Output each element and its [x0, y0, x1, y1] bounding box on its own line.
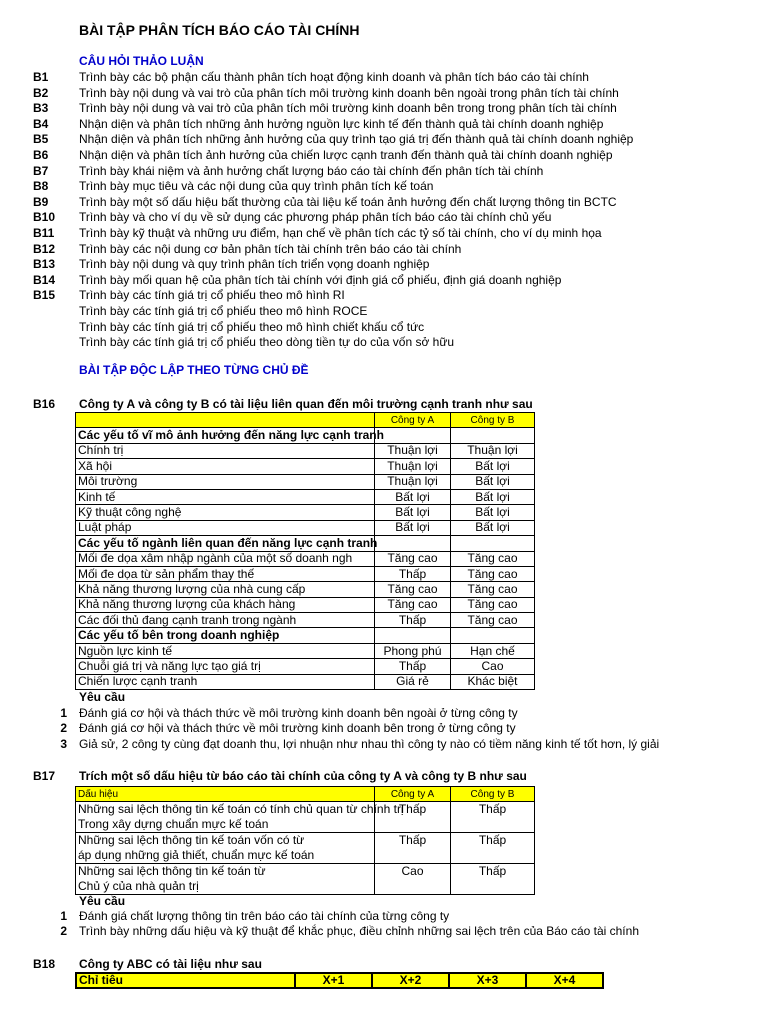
b17-table-row	[76, 802, 535, 817]
question-code: B6	[33, 147, 49, 162]
question-text: Trình bày nội dung và vai trò của phân tích môi trường kinh doanh bên ngoài trong phân tích tài chính	[79, 85, 619, 100]
b16-table-row	[76, 582, 535, 597]
b18-heading	[33, 957, 262, 971]
question-code: B3	[33, 101, 49, 116]
b17-table-row-continued	[76, 817, 535, 832]
question-row	[33, 70, 753, 86]
question-code: B13	[33, 257, 56, 272]
b16-company-b-value: Tăng cao	[451, 582, 535, 597]
b16-company-b-value: Bất lợi	[451, 489, 535, 504]
b17-task-list	[33, 909, 753, 940]
discussion-heading: CÂU HỎI THẢO LUẬN	[79, 54, 204, 68]
b16-header-row	[76, 413, 535, 428]
b17-sign-line2: Trong xây dựng chuẩn mực kế toán	[76, 817, 375, 832]
b16-factor-label: Xã hội	[76, 459, 375, 474]
b16-task-text: Giả sử, 2 công ty cùng đạt doanh thu, lợi nhuận như nhau thì công ty nào có tiềm năng kinh tế tốt hơn, lý giải	[79, 736, 660, 751]
b16-table-row	[76, 613, 535, 628]
question-row	[33, 273, 753, 289]
question-row	[33, 242, 753, 258]
b16-table-row	[76, 551, 535, 566]
b17-sign-line2: Chủ ý của nhà quản trị	[76, 879, 375, 894]
b16-company-a-value: Thuận lợi	[375, 443, 451, 458]
b16-company-b-value: Tăng cao	[451, 566, 535, 581]
b17-task-number: 1	[60, 909, 67, 923]
b16-company-a-value: Thuận lợi	[375, 474, 451, 489]
b16-factor-label: Các yếu tố bên trong doanh nghiệp	[76, 628, 375, 643]
question-text: Nhận diện và phân tích những ảnh hưởng của quy trình tạo giá trị đến thành quả tài chính doanh nghiệp	[79, 132, 634, 147]
b16-table-row	[76, 489, 535, 504]
b17-table-row-continued	[76, 879, 535, 894]
question-text: Trình bày các tính giá trị cổ phiếu theo mô hình RI	[79, 288, 345, 303]
b17-table-row	[76, 833, 535, 848]
b17-heading-text: Trích một số dấu hiệu từ báo cáo tài chính của công ty A và công ty B như sau	[79, 769, 527, 783]
page-title: BÀI TẬP PHÂN TÍCH BÁO CÁO TÀI CHÍNH	[79, 22, 360, 38]
question-text: Trình bày nội dung và quy trình phân tích triển vọng doanh nghiệp	[79, 257, 430, 272]
b17-task-text: Đánh giá chất lượng thông tin trên báo cáo tài chính của từng công ty	[79, 909, 450, 923]
b17-code: B17	[33, 769, 56, 783]
b17-empty-cell	[451, 817, 535, 832]
b16-heading-text: Công ty A và công ty B có tài liệu liên quan đến môi trường cạnh tranh như sau	[79, 397, 533, 411]
b16-heading	[33, 397, 533, 411]
b16-task-number: 2	[60, 721, 67, 736]
b16-table-row	[76, 459, 535, 474]
question-row	[33, 179, 753, 195]
question-code: B10	[33, 210, 56, 225]
b16-company-b-value: Tăng cao	[451, 597, 535, 612]
question-code: B7	[33, 163, 49, 178]
b16-header-col-b: Công ty B	[451, 413, 535, 428]
b16-company-a-value: Tăng cao	[375, 582, 451, 597]
question-text: Trình bày các nội dung cơ bản phân tích tài chính trên báo cáo tài chính	[79, 241, 462, 256]
question-text: Trình bày mục tiêu và các nội dung của quy trình phân tích kế toán	[79, 179, 434, 194]
question-code	[33, 320, 79, 336]
b16-table-row	[76, 597, 535, 612]
b17-table-row	[76, 863, 535, 878]
question-code: B8	[33, 179, 49, 194]
b16-factor-label: Chính trị	[76, 443, 375, 458]
b16-task-row	[33, 706, 753, 721]
question-text: Nhận diện và phân tích ảnh hưởng của chiến lược cạnh tranh đến thành quả tài chính doanh nghiệp	[79, 147, 613, 162]
b16-factor-label: Khả năng thương lượng của nhà cung cấp	[76, 582, 375, 597]
question-list	[33, 70, 753, 351]
b17-company-b-value: Thấp	[451, 802, 535, 817]
b17-task-row	[33, 924, 753, 939]
b16-factor-label: Mối đe dọa xâm nhập ngành của một số doanh ngh	[76, 551, 375, 566]
question-text: Trình bày các tính giá trị cổ phiếu theo mô hình ROCE	[79, 303, 368, 318]
b16-table	[75, 412, 535, 690]
b18-header-col: X+1	[295, 973, 372, 988]
b17-empty-cell	[451, 848, 535, 863]
question-text: Nhận diện và phân tích những ảnh hưởng nguồn lực kinh tế đến thành quả tài chính doanh nghiệp	[79, 116, 604, 131]
b16-table-row	[76, 443, 535, 458]
b16-company-a-value	[375, 536, 451, 551]
question-text: Trình bày các tính giá trị cổ phiếu theo dòng tiền tự do của vốn sở hữu	[79, 335, 455, 350]
b17-company-b-value: Thấp	[451, 863, 535, 878]
b16-company-b-value: Bất lợi	[451, 505, 535, 520]
b17-task-text: Trình bày những dấu hiệu và kỹ thuật để khắc phục, điều chỉnh những sai lệch trên của Báo cáo tài chính	[79, 924, 639, 939]
question-code: B2	[33, 85, 49, 100]
b16-task-row	[33, 721, 753, 736]
question-row	[33, 304, 753, 320]
question-row	[33, 210, 753, 226]
b17-empty-cell	[375, 848, 451, 863]
question-code: B11	[33, 225, 55, 240]
question-row	[33, 288, 753, 304]
b16-factor-label: Các đối thủ đang cạnh tranh trong ngành	[76, 613, 375, 628]
b17-sign-line1: Những sai lệch thông tin kế toán từ	[76, 863, 375, 878]
b17-task-row	[33, 909, 753, 924]
question-text: Trình bày các bộ phận cấu thành phân tích hoạt động kinh doanh và phân tích báo cáo tài chính	[79, 70, 589, 84]
b17-header-label: Dấu hiệu	[76, 787, 375, 802]
b16-table-row	[76, 659, 535, 674]
b16-company-a-value: Tăng cao	[375, 551, 451, 566]
b16-company-b-value	[451, 536, 535, 551]
b17-header-row	[76, 787, 535, 802]
b16-company-a-value: Thấp	[375, 659, 451, 674]
b16-company-a-value: Thấp	[375, 566, 451, 581]
b16-factor-label: Các yếu tố ngành liên quan đến năng lực cạnh tranh	[76, 536, 375, 551]
b16-task-text: Đánh giá cơ hội và thách thức về môi trường kinh doanh bên trong ở từng công ty	[79, 721, 516, 736]
b16-company-a-value: Thấp	[375, 613, 451, 628]
question-code: B5	[33, 132, 49, 147]
question-text: Trình bày mối quan hệ của phân tích tài chính với định giá cổ phiếu, định giá doanh nghiệp	[79, 272, 562, 287]
question-text: Trình bày khái niệm và ảnh hưởng chất lượng báo cáo tài chính đến phân tích tài chính	[79, 163, 544, 178]
b16-task-text: Đánh giá cơ hội và thách thức về môi trường kinh doanh bên ngoài ở từng công ty	[79, 706, 518, 720]
b16-task-row	[33, 737, 753, 752]
b16-company-b-value	[451, 628, 535, 643]
question-row	[33, 148, 753, 164]
b16-company-b-value: Bất lợi	[451, 459, 535, 474]
b16-company-a-value: Bất lợi	[375, 489, 451, 504]
b16-company-a-value: Bất lợi	[375, 505, 451, 520]
b16-factor-label: Các yếu tố vĩ mô ảnh hưởng đến năng lực cạnh tranh	[76, 428, 375, 443]
b16-task-list	[33, 706, 753, 752]
question-row	[33, 257, 753, 273]
question-code: B9	[33, 194, 49, 209]
question-row	[33, 101, 753, 117]
b17-task-number: 2	[60, 924, 67, 939]
question-text: Trình bày và cho ví dụ về sử dụng các phương pháp phân tích báo cáo tài chính chủ yếu	[79, 210, 552, 225]
b16-company-b-value: Cao	[451, 659, 535, 674]
b16-company-a-value: Phong phú	[375, 643, 451, 658]
b18-table	[75, 972, 604, 989]
b16-company-a-value: Giá rẻ	[375, 674, 451, 689]
b16-requirements-label: Yêu cầu	[79, 690, 126, 704]
b17-empty-cell	[375, 879, 451, 894]
question-row	[33, 335, 753, 351]
b16-company-b-value: Hạn chế	[451, 643, 535, 658]
b17-table	[75, 786, 535, 895]
b18-header-col: X+4	[526, 973, 603, 988]
b16-table-row	[76, 520, 535, 535]
b17-sign-line1: Những sai lệch thông tin kế toán vốn có từ	[76, 833, 375, 848]
question-row	[33, 132, 753, 148]
b16-table-row	[76, 643, 535, 658]
b18-code: B18	[33, 957, 56, 971]
b16-company-b-value: Bất lợi	[451, 474, 535, 489]
question-text: Trình bày nội dung và vai trò của phân tích môi trường kinh doanh bên trong trong phân tích tài chính	[79, 101, 617, 116]
b16-company-a-value	[375, 628, 451, 643]
question-text: Trình bày các tính giá trị cổ phiếu theo mô hình chiết khấu cổ tức	[79, 319, 425, 334]
b16-table-row	[76, 674, 535, 689]
b16-factor-label: Kinh tế	[76, 489, 375, 504]
b16-company-b-value: Thuận lợi	[451, 443, 535, 458]
b18-header-row	[76, 973, 603, 988]
b16-company-b-value: Tăng cao	[451, 613, 535, 628]
b16-task-number: 1	[60, 706, 67, 720]
b16-company-a-value: Tăng cao	[375, 597, 451, 612]
b16-group-row	[76, 536, 535, 551]
b17-heading	[33, 769, 527, 783]
b16-factor-label: Khả năng thương lượng của khách hàng	[76, 597, 375, 612]
question-code: B15	[33, 288, 56, 303]
b17-sign-line2: áp dụng những giả thiết, chuẩn mực kế toán	[76, 848, 375, 863]
question-row	[33, 195, 753, 211]
b17-table-row-continued	[76, 848, 535, 863]
b17-company-a-value: Cao	[375, 863, 451, 878]
b16-factor-label: Chuỗi giá trị và năng lực tạo giá trị	[76, 659, 375, 674]
b18-header-label: Chỉ tiêu	[76, 973, 295, 988]
b16-company-a-value	[375, 428, 451, 443]
b16-factor-label: Chiến lược cạnh tranh	[76, 674, 375, 689]
b16-header-col-a: Công ty A	[375, 413, 451, 428]
b16-company-a-value: Bất lợi	[375, 520, 451, 535]
b18-header-col: X+2	[372, 973, 449, 988]
b17-company-a-value: Thấp	[375, 833, 451, 848]
question-code: B4	[33, 116, 49, 131]
question-code: B1	[33, 70, 49, 84]
b16-table-row	[76, 474, 535, 489]
b16-company-b-value: Khác biệt	[451, 674, 535, 689]
b16-header-blank	[76, 413, 375, 428]
b16-table-row	[76, 566, 535, 581]
b17-empty-cell	[375, 817, 451, 832]
question-code: B12	[33, 241, 56, 256]
exercises-heading: BÀI TẬP ĐỘC LẬP THEO TỪNG CHỦ ĐỀ	[79, 363, 309, 377]
question-row	[33, 226, 753, 242]
b16-company-b-value	[451, 428, 535, 443]
b17-company-a-value: Thấp	[375, 802, 451, 817]
question-code	[33, 335, 79, 351]
b16-code: B16	[33, 397, 56, 411]
question-row	[33, 86, 753, 102]
b17-requirements-label: Yêu cầu	[79, 894, 126, 908]
question-code	[33, 304, 79, 320]
b16-group-row	[76, 628, 535, 643]
question-row	[33, 320, 753, 336]
question-code: B14	[33, 272, 56, 287]
question-text: Trình bày một số dấu hiệu bất thường của tài liệu kế toán ảnh hưởng đến chất lượng thông tin BCTC	[79, 194, 617, 209]
b16-factor-label: Nguồn lực kinh tế	[76, 643, 375, 658]
question-row	[33, 164, 753, 180]
b18-heading-text: Công ty ABC có tài liệu như sau	[79, 957, 262, 971]
b17-empty-cell	[451, 879, 535, 894]
b16-company-b-value: Tăng cao	[451, 551, 535, 566]
b16-factor-label: Luật pháp	[76, 520, 375, 535]
b17-header-col-b: Công ty B	[451, 787, 535, 802]
b16-task-number: 3	[60, 736, 67, 751]
question-text: Trình bày kỹ thuật và những ưu điểm, hạn chế về phân tích các tỷ số tài chính, cho ví dụ minh họa	[79, 225, 602, 240]
b16-factor-label: Mối đe dọa từ sản phẩm thay thế	[76, 566, 375, 581]
b17-company-b-value: Thấp	[451, 833, 535, 848]
b16-factor-label: Môi trường	[76, 474, 375, 489]
b18-header-col: X+3	[449, 973, 526, 988]
b16-company-a-value: Thuận lợi	[375, 459, 451, 474]
b16-group-row	[76, 428, 535, 443]
b16-company-b-value: Bất lợi	[451, 520, 535, 535]
b16-factor-label: Kỹ thuật công nghệ	[76, 505, 375, 520]
b16-table-row	[76, 505, 535, 520]
b17-sign-line1: Những sai lệch thông tin kế toán có tính chủ quan từ chính trị	[76, 802, 375, 817]
b17-header-col-a: Công ty A	[375, 787, 451, 802]
question-row	[33, 117, 753, 133]
